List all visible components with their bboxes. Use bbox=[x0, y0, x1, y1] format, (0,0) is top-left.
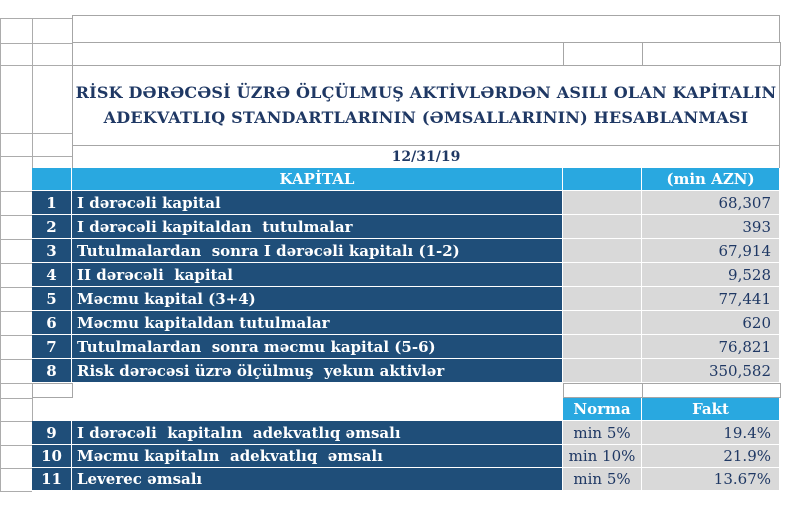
row-norma-empty-cell[interactable] bbox=[563, 191, 642, 215]
row-fakt-cell[interactable] bbox=[642, 468, 780, 491]
row-number-cell[interactable] bbox=[32, 421, 72, 445]
gridline bbox=[0, 383, 32, 384]
row-label: Məcmu kapitaldan tutulmalar bbox=[77, 313, 330, 332]
report-date-cell[interactable] bbox=[72, 145, 780, 169]
gridline bbox=[0, 311, 32, 312]
row-number-cell[interactable] bbox=[32, 335, 72, 359]
gridline bbox=[0, 359, 32, 360]
row-number: 10 bbox=[41, 447, 62, 465]
row-number-cell[interactable] bbox=[32, 215, 72, 239]
row-value: 68,307 bbox=[718, 193, 771, 212]
row-label: Məcmu kapitalın adekvatlıq əmsalı bbox=[77, 447, 383, 465]
row-norma-cell[interactable] bbox=[563, 445, 642, 468]
row-norma-empty-cell[interactable] bbox=[563, 311, 642, 335]
row-value: 76,821 bbox=[718, 337, 771, 356]
row-value-cell[interactable] bbox=[642, 263, 780, 287]
gridline bbox=[0, 491, 32, 492]
gridline bbox=[0, 191, 32, 192]
spacer-cell[interactable] bbox=[563, 383, 643, 398]
row-number: 9 bbox=[46, 423, 57, 442]
row-number-cell[interactable] bbox=[32, 445, 72, 468]
row-number-cell[interactable] bbox=[32, 287, 72, 311]
capital-header-spacer-cell[interactable] bbox=[563, 168, 642, 191]
row-value-cell[interactable] bbox=[642, 191, 780, 215]
row-label: I dərəcəli kapitalın adekvatlıq əmsalı bbox=[77, 423, 401, 442]
row-value-cell[interactable] bbox=[642, 215, 780, 239]
row-norma-empty-cell[interactable] bbox=[563, 239, 642, 263]
row-label-cell[interactable] bbox=[72, 191, 563, 215]
row-number: 5 bbox=[46, 289, 57, 308]
report-date: 12/31/19 bbox=[391, 149, 461, 165]
fakt-header-cell[interactable] bbox=[642, 398, 780, 421]
row-value-cell[interactable] bbox=[642, 287, 780, 311]
row-norma-empty-cell[interactable] bbox=[563, 263, 642, 287]
norma-header-cell[interactable] bbox=[563, 398, 642, 421]
top-empty-row-cell[interactable] bbox=[72, 15, 780, 43]
norma-header-label: Norma bbox=[573, 400, 631, 418]
row-value-cell[interactable] bbox=[642, 335, 780, 359]
row-number: 6 bbox=[46, 313, 57, 332]
spacer-cell[interactable] bbox=[32, 383, 73, 398]
pre-header-empty-cell[interactable] bbox=[642, 42, 781, 66]
row-norma: min 5% bbox=[573, 470, 631, 488]
row-number: 11 bbox=[41, 470, 62, 488]
row-value: 77,441 bbox=[718, 289, 771, 308]
capital-header-title-cell[interactable] bbox=[72, 168, 563, 191]
row-label: Risk dərəcəsi üzrə ölçülmuş yekun aktivlər bbox=[77, 361, 445, 380]
fakt-header-label: Fakt bbox=[692, 400, 729, 418]
report-title-line2: ADEKVATLIQ STANDARTLARININ (ƏMSALLARININ) HESABLANMASI bbox=[103, 107, 749, 127]
row-value-cell[interactable] bbox=[642, 311, 780, 335]
gridline bbox=[0, 398, 32, 399]
row-label-cell[interactable] bbox=[72, 287, 563, 311]
row-fakt: 13.67% bbox=[713, 470, 771, 488]
gridline bbox=[0, 215, 32, 216]
row-norma-empty-cell[interactable] bbox=[563, 335, 642, 359]
row-value-cell[interactable] bbox=[642, 359, 780, 383]
gridline bbox=[0, 133, 72, 134]
row-value: 67,914 bbox=[718, 241, 771, 260]
row-label: Leverec əmsalı bbox=[77, 470, 203, 488]
row-number-cell[interactable] bbox=[32, 191, 72, 215]
row-label: Məcmu kapital (3+4) bbox=[77, 289, 256, 308]
row-number: 7 bbox=[46, 337, 57, 356]
row-label: II dərəcəli kapital bbox=[77, 265, 233, 284]
row-fakt: 19.4% bbox=[723, 423, 771, 442]
gridline bbox=[0, 156, 72, 157]
row-norma-empty-cell[interactable] bbox=[563, 287, 642, 311]
gridline bbox=[0, 65, 72, 66]
report-title-cell[interactable] bbox=[72, 65, 780, 146]
row-label-cell[interactable] bbox=[72, 359, 563, 383]
gridline bbox=[0, 263, 32, 264]
capital-header-label: KAPİTAL bbox=[279, 170, 355, 188]
row-value: 393 bbox=[742, 217, 771, 236]
row-norma-empty-cell[interactable] bbox=[563, 215, 642, 239]
row-value-cell[interactable] bbox=[642, 239, 780, 263]
row-number: 1 bbox=[46, 193, 57, 212]
spacer-cell[interactable] bbox=[642, 383, 781, 398]
gridline bbox=[0, 421, 32, 422]
pre-header-empty-cell[interactable] bbox=[563, 42, 643, 66]
gridline bbox=[0, 287, 32, 288]
row-norma: min 5% bbox=[573, 423, 631, 442]
gridline bbox=[0, 445, 32, 446]
capital-header-unit-cell[interactable] bbox=[642, 168, 780, 191]
row-fakt-cell[interactable] bbox=[642, 421, 780, 445]
row-label-cell[interactable] bbox=[72, 445, 563, 468]
row-label-cell[interactable] bbox=[72, 239, 563, 263]
row-number-cell[interactable] bbox=[32, 468, 72, 491]
capital-header-num-cell[interactable] bbox=[32, 168, 72, 191]
gridline bbox=[0, 43, 72, 44]
gridline bbox=[0, 18, 72, 19]
row-fakt: 21.9% bbox=[723, 447, 771, 465]
capital-header-unit-label: (min AZN) bbox=[666, 170, 755, 188]
row-number-cell[interactable] bbox=[32, 311, 72, 335]
row-label-cell[interactable] bbox=[72, 421, 563, 445]
row-norma-cell[interactable] bbox=[563, 421, 642, 445]
row-norma: min 10% bbox=[568, 447, 636, 465]
row-number: 4 bbox=[46, 265, 57, 284]
row-number-cell[interactable] bbox=[32, 359, 72, 383]
row-number-cell[interactable] bbox=[32, 239, 72, 263]
row-label: I dərəcəli kapitaldan tutulmalar bbox=[77, 217, 353, 236]
row-number: 2 bbox=[46, 217, 57, 236]
row-number-cell[interactable] bbox=[32, 263, 72, 287]
gridline bbox=[0, 335, 32, 336]
row-label-cell[interactable] bbox=[72, 335, 563, 359]
report-title-line1: RİSK DƏRƏCƏSİ ÜZRƏ ÖLÇÜLMUŞ AKTİVLƏRDƏN ASILI OLAN KAPİTALIN bbox=[75, 82, 777, 102]
gridline bbox=[0, 468, 32, 469]
row-number: 3 bbox=[46, 241, 57, 260]
row-label-cell[interactable] bbox=[72, 311, 563, 335]
row-norma-empty-cell[interactable] bbox=[563, 359, 642, 383]
row-norma-cell[interactable] bbox=[563, 468, 642, 491]
row-value: 9,528 bbox=[728, 265, 771, 284]
row-value: 620 bbox=[742, 313, 771, 332]
row-label: I dərəcəli kapital bbox=[77, 193, 221, 212]
pre-header-empty-cell[interactable] bbox=[72, 42, 564, 66]
row-label: Tutulmalardan sonra I dərəcəli kapitalı (1-2) bbox=[77, 241, 460, 260]
row-value: 350,582 bbox=[708, 361, 771, 380]
row-number: 8 bbox=[46, 361, 57, 380]
row-label: Tutulmalardan sonra məcmu kapital (5-6) bbox=[77, 337, 436, 356]
gridline bbox=[0, 239, 32, 240]
row-label-cell[interactable] bbox=[72, 215, 563, 239]
row-label-cell[interactable] bbox=[72, 468, 563, 491]
row-fakt-cell[interactable] bbox=[642, 445, 780, 468]
row-label-cell[interactable] bbox=[72, 263, 563, 287]
